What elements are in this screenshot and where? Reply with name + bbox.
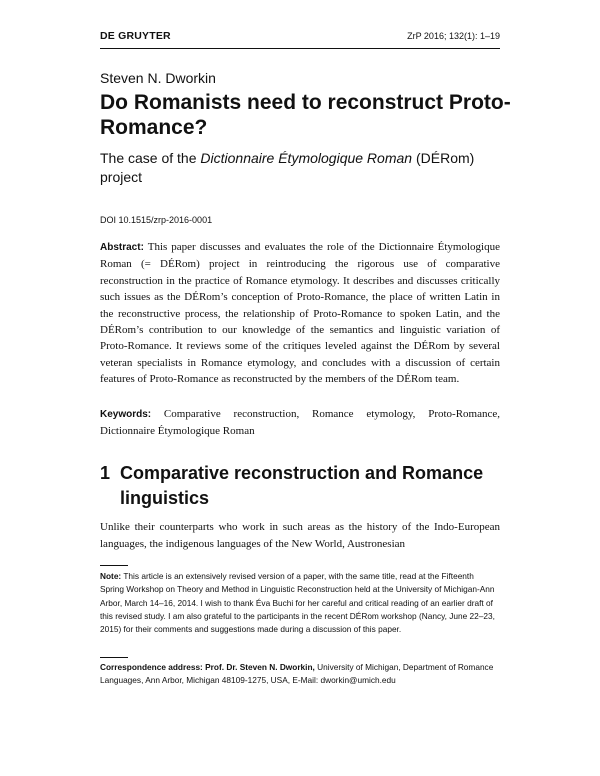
journal-reference: ZrP 2016; 132(1): 1–19 <box>407 31 500 41</box>
body-paragraph: Unlike their counterparts who work in such areas as the history of the Indo-European languages, the indigenous languages of the New World, Austronesian <box>100 521 500 550</box>
running-header <box>100 30 500 46</box>
abstract-label: Abstract: <box>100 242 144 253</box>
correspondence-text: University of Michigan, Department of Romance Languages, Ann Arbor, Michigan 48109-1275, USA, E-Mail: dworkin@umich.edu <box>100 662 494 686</box>
section-number: 1 <box>100 463 111 483</box>
author-name: Steven N. Dworkin <box>100 70 216 86</box>
section-title: Comparative reconstruction and Romance linguistics <box>120 463 484 508</box>
keywords-label: Keywords: <box>100 409 152 420</box>
keywords-text: Comparative reconstruction, Romance etymology, Proto-Romance, Dictionnaire Étymologique Roman <box>100 408 501 437</box>
abstract <box>100 239 500 388</box>
keywords <box>100 406 500 439</box>
correspondence-address <box>100 661 500 688</box>
correspondence-rule <box>100 657 128 658</box>
correspondence-label: Correspondence address: Prof. Dr. Steven N. Dworkin, <box>100 662 315 672</box>
article-subtitle <box>100 149 520 187</box>
abstract-text: This paper discusses and evaluates the role of the Dictionnaire Étymologique Roman (= DÉRom) project in reintroducing the rigorous use of comparative reconstruction in the practice of Romance etymology. It describes and discusses critically such issues as the DÉRom’s conception of Proto-Romance, the place of written Latin in the reconstructive process, the relationship of Proto-Romance to spoken Latin, and the DÉRom’s contribution to our knowledge of the semantics and linguistic variation of Proto-Romance. It reviews some of the critiques leveled against the DÉRom by several veteran specialists in Romance etymology, and concludes with a discussion of certain features of Proto-Romance as reconstructed by the members of the DÉRom team. <box>100 241 500 386</box>
footnote-rule <box>100 565 128 566</box>
footnote-label: Note: <box>100 571 122 581</box>
footnote <box>100 570 500 636</box>
footnote-text: This article is an extensively revised version of a paper, with the same title, read at the Fifteenth Spring Workshop on Theory and Method in Linguistic Reconstruction held at the University of Michigan-Ann Arbor, March 14–16, 2014. I wish to thank Éva Buchi for her careful and critical reading of an earlier draft of this revised study. I am also grateful to the participants in the recent DÉRom workshop (Nancy, June 22–23, 2015) for their comments and suggestions made during a discussion of this paper. <box>100 571 495 635</box>
doi: DOI 10.1515/zrp-2016-0001 <box>100 215 213 225</box>
publisher-name: DE GRUYTER <box>100 30 171 42</box>
subtitle-post: (DÉRom) project <box>100 150 475 185</box>
article-title: Do Romanists need to reconstruct Proto-Romance? <box>100 91 511 139</box>
section-heading <box>100 461 500 511</box>
subtitle-pre: The case of the <box>100 150 201 166</box>
header-rule <box>100 48 500 49</box>
subtitle-italic: Dictionnaire Étymologique Roman <box>200 150 413 166</box>
